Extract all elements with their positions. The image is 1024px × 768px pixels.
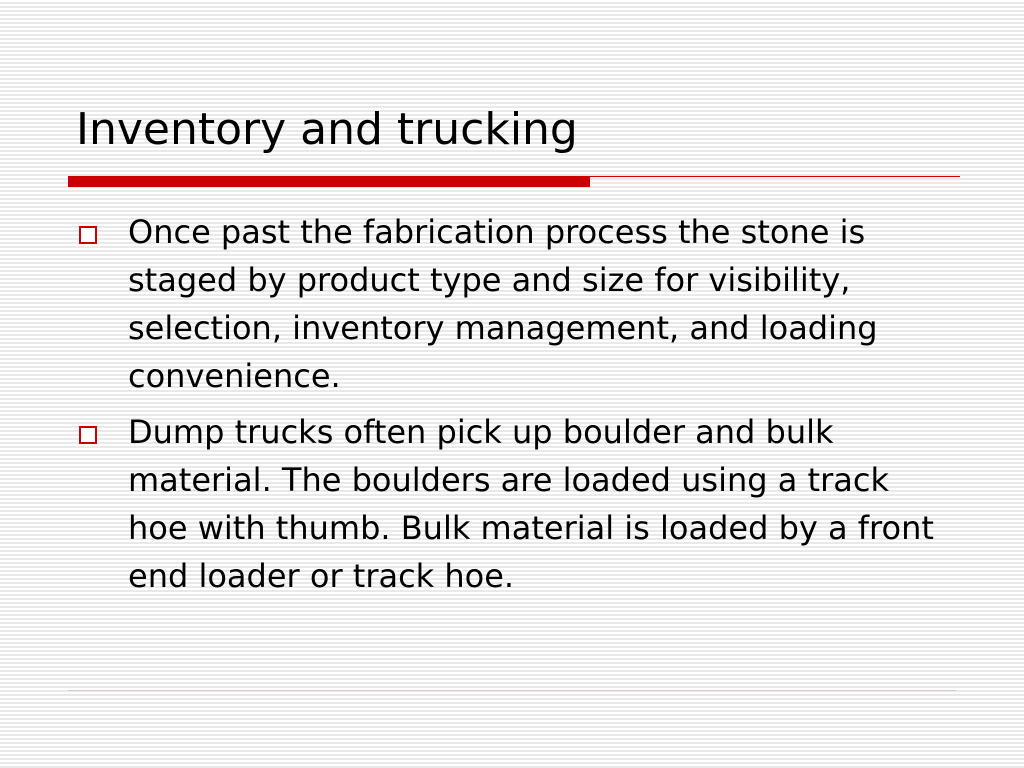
bottom-divider: [68, 690, 956, 691]
bullet-list: [76, 208, 956, 608]
bullet-item: [76, 208, 956, 400]
hollow-square-bullet-icon: [79, 226, 97, 244]
title-underline-accent: [68, 176, 590, 187]
bullet-text: Dump trucks often pick up boulder and bulk material. The boulders are loaded using a track hoe with thumb. Bulk material is loaded by a front end loader or track hoe.: [128, 413, 934, 595]
bullet-item: [76, 408, 956, 600]
hollow-square-bullet-icon: [79, 426, 97, 444]
slide-title: Inventory and trucking: [76, 104, 578, 155]
bullet-text: Once past the fabrication process the stone is staged by product type and size for visibility, selection, inventory management, and loading convenience.: [128, 213, 878, 395]
title-underline-line: [590, 176, 960, 177]
